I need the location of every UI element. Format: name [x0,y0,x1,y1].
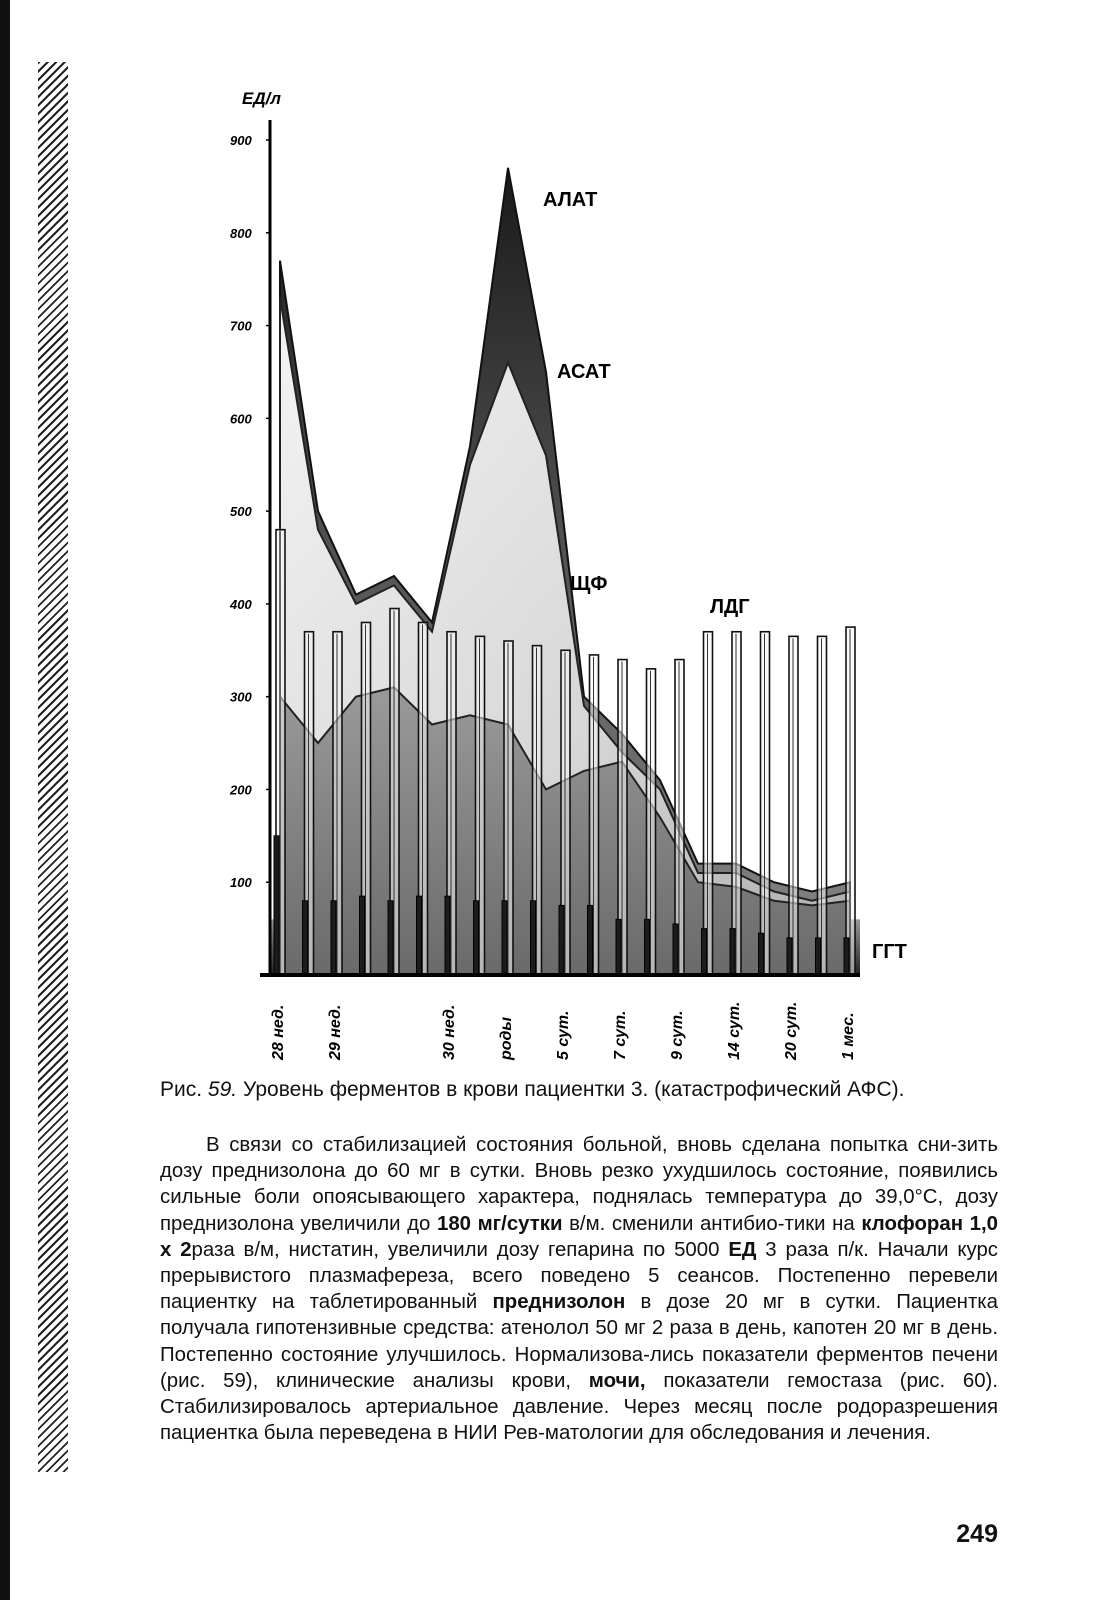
bar-ggt [645,919,650,975]
y-tick-label: 200 [230,782,252,798]
series-label: АЛАТ [543,189,598,211]
series-label: АСАТ [557,361,611,383]
bar-ggt [759,933,764,975]
x-tick-label: 9 сут. [669,1010,686,1060]
y-tick-label: 700 [230,318,252,334]
y-tick-label: 300 [230,689,252,705]
bar-ggt [730,929,735,975]
page-number: 249 [956,1520,998,1548]
caption-prefix: Рис. [160,1078,203,1101]
bar-ggt [417,896,422,975]
figure-caption [160,1078,1040,1102]
text-run: в дозе 20 мг в сутки. Пациентка получала гипотензивные средства: атенолол 50 мг 2 раза в день, капотен 20 мг в день. Постепенно состояние улучшилось. Нормализова-лись показатели ферментов печени (рис. 59), клинические анализы крови, [160,1291,998,1392]
bar-ggt [331,901,336,975]
bar-ggt [360,896,365,975]
y-tick-label: 600 [230,411,252,427]
bar-ggt [616,919,621,975]
bar-ggt [844,938,849,975]
x-tick-label: 14 сут. [726,1001,743,1060]
text-run: раза в/м, нистатин, увеличили дозу гепарина по 5000 [191,1238,729,1261]
bold-run: ЕД [728,1238,757,1261]
bold-run: преднизолон [492,1291,626,1314]
bar-ggt [816,938,821,975]
x-tick-label: 20 сут. [783,1001,800,1060]
text-run: В связи со стабилизацией состояния больной, вновь сделана попытка сни-зить дозу преднизолона до 60 мг в сутки. Вновь резко ухудшилось состояние, появились сильные боли опоясывающего характера, поднялась температура до 39,0°С, дозу преднизолона увеличили до [160,1134,998,1235]
text-run: показатели гемостаза (рис. 60). Стабилизировалось артериальное давление. Через месяц после родоразрешения пациентка была переведена в НИИ Рев-матологии для обследования и лечения. [160,1369,999,1445]
y-tick-label: 500 [230,504,252,520]
bar-ggt [559,905,564,975]
x-tick-label: 7 сут. [612,1010,629,1060]
bold-run: клофоран 1,0 х 2 [160,1212,998,1261]
bold-run: мочи, [588,1369,646,1392]
bar-ggt [531,901,536,975]
bar-ggt [787,938,792,975]
x-tick-label: 5 сут. [555,1010,572,1060]
text-run: 3 раза п/к. Начали курс прерывистого плазмафереза, всего поведено 5 сеансов. Постепенно перевели пациентку на таблетированный [160,1238,998,1314]
bar-ggt [474,901,479,975]
paragraph [160,1132,998,1446]
text-run: в/м. сменили антибио-тики на [562,1212,862,1235]
x-tick-label: 28 нед. [270,1004,287,1060]
bar-ggt [274,836,279,975]
bar-ggt [445,896,450,975]
bar-ggt [702,929,707,975]
caption-number: 59. [207,1078,238,1101]
y-tick-label: 900 [230,133,252,148]
series-label: ЛДГ [710,596,750,618]
series-label: ГГТ [872,941,907,963]
bar-ggt [673,924,678,975]
bar-ggt [303,901,308,975]
x-tick-label: 30 нед. [441,1004,458,1060]
bold-run: 180 мг/сутки [436,1212,563,1235]
bar-ggt [588,905,593,975]
series-label: ЩФ [570,573,608,595]
y-tick-label: 400 [230,596,252,612]
y-axis-unit-label: ЕД/л [242,89,281,108]
x-tick-label: 1 мес. [840,1012,857,1060]
bar-ggt [388,901,393,975]
x-tick-label: роды [498,1016,515,1060]
bar-ggt [502,901,507,975]
y-tick-label: 100 [230,875,252,891]
x-tick-label: 29 нед. [327,1004,344,1060]
y-tick-label: 800 [230,225,252,241]
body-paragraph [160,1132,998,1446]
caption-text: Уровень ферментов в крови пациентки 3. (катастрофический АФС). [242,1078,905,1101]
